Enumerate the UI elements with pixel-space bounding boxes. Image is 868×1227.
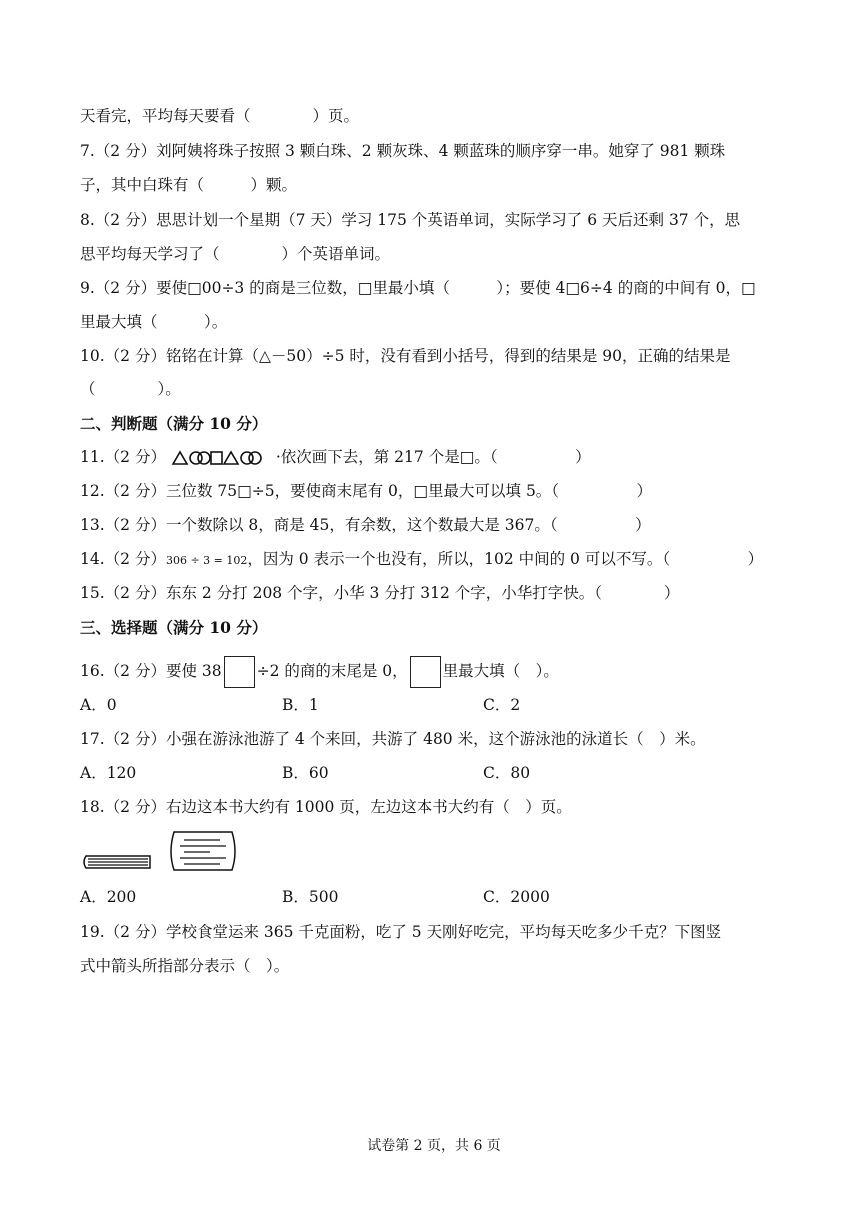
option-b: B．500 (282, 888, 339, 906)
thick-book-icon (171, 832, 235, 870)
q19-line1: 19.（2 分）学校食堂运来 365 千克面粉，吃了 5 天刚好吃完，平均每天吃多少千克？下图竖 (80, 923, 722, 941)
q18: 18.（2 分）右边这本书大约有 1000 页，左边这本书大约有（ ）页。 (80, 798, 572, 816)
q11-text: ·依次画下去，第 217 个是□。（ ） (275, 448, 591, 466)
q13: 13.（2 分）一个数除以 8，商是 45，有余数，这个数最大是 367。（ ） (80, 516, 651, 534)
section-2-heading: 二、判断题（满分 10 分） (80, 414, 268, 433)
q16 (80, 656, 559, 688)
option-a: A．120 (80, 764, 137, 782)
option-b: B．60 (282, 764, 329, 782)
q10-line2: （ ）。 (80, 380, 181, 398)
books-illustration (80, 830, 240, 874)
blank-box-icon (224, 656, 255, 688)
q7-line1: 7.（2 分）刘阿姨将珠子按照 3 颗白珠、2 颗灰珠、4 颗蓝珠的顺序穿一串。她穿了 981 颗珠 (80, 142, 726, 160)
q16-part-b: ÷2 的商的末尾是 0， (256, 662, 408, 680)
q12: 12.（2 分）三位数 75□÷5，要使商末尾有 0，□里最大可以填 5。（ ） (80, 482, 653, 500)
q17: 17.（2 分）小强在游泳池游了 4 个来回，共游了 480 米，这个游泳池的泳道长（ ）米。 (80, 730, 706, 748)
blank-box-icon (410, 656, 441, 688)
option-b: B．1 (282, 696, 319, 714)
page-footer: 试卷第 2 页，共 6 页 (367, 1138, 501, 1154)
q9-line1: 9.（2 分）要使□00÷3 的商是三位数，□里最小填（ ）；要使 4□6÷4 的商的中间有 0，□ (80, 279, 756, 297)
q14 (80, 549, 763, 571)
q9-line2: 里最大填（ ）。 (80, 313, 228, 331)
option-c: C．2 (483, 696, 521, 714)
q8-line1: 8.（2 分）思思计划一个星期（7 天）学习 175 个英语单词，实际学习了 6 天后还剩 37 个，思 (80, 211, 741, 229)
option-a: A．200 (80, 888, 137, 906)
q7-line2: 子，其中白珠有（ ）颗。 (80, 176, 298, 194)
q6-continuation: 天看完，平均每天要看（ ）页。 (80, 107, 360, 125)
option-a: A．0 (80, 696, 117, 714)
q11 (80, 447, 591, 467)
section-3-heading: 三、选择题（满分 10 分） (80, 618, 268, 637)
q14-equation: 306 ÷ 3 = 102 (165, 554, 248, 567)
q14-prefix: 14.（2 分） (80, 550, 166, 568)
q10-line1: 10.（2 分）铭铭在计算（△－50）÷5 时，没有看到小括号，得到的结果是 90，正确的结果是 (80, 347, 731, 365)
shape-sequence-icon (171, 450, 263, 466)
q16-part-c: 里最大填（ ）。 (442, 662, 559, 680)
q8-line2: 思平均每天学习了（ ）个英语单词。 (80, 245, 391, 263)
q11-prefix: 11.（2 分） (80, 448, 166, 466)
thin-book-icon (84, 856, 150, 868)
option-c: C．80 (483, 764, 531, 782)
q15: 15.（2 分）东东 2 分打 208 个字，小华 3 分打 312 个字，小华打字快。（ ） (80, 584, 680, 602)
q14-text: ，因为 0 表示一个也没有，所以，102 中间的 0 可以不写。（ ） (247, 550, 764, 568)
q19-line2: 式中箭头所指部分表示（ ）。 (80, 957, 290, 975)
q16-part-a: 16.（2 分）要使 38 (80, 662, 222, 680)
option-c: C．2000 (483, 888, 550, 906)
